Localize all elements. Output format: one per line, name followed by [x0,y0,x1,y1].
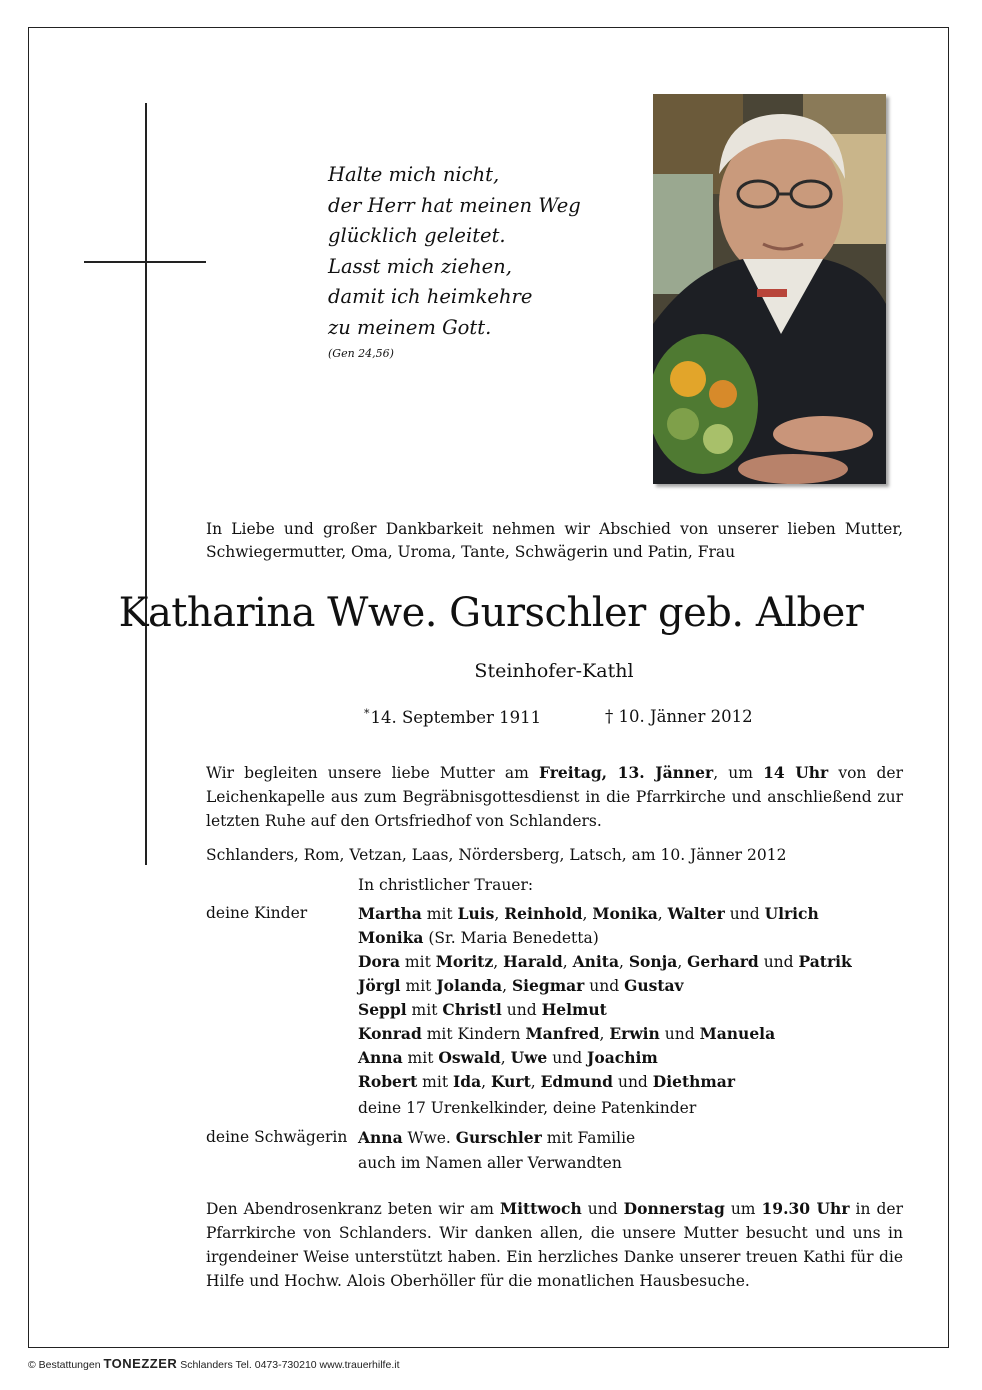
person-name: Anita [572,952,619,971]
person-name: Dora [358,952,400,971]
connector-text: und [613,1073,653,1091]
person-name: Anna [358,1128,403,1147]
verse-line: der Herr hat meinen Weg [328,193,581,217]
person-name: Diethmar [652,1072,736,1091]
connector-text: , [582,905,593,923]
person-name: Helmut [541,1000,607,1019]
child-family-line [358,1048,658,1067]
sister-label: deine Schwägerin [206,1128,348,1146]
footer-credit [28,1356,399,1371]
birth-date [364,707,541,727]
birth-date-text: 14. September 1911 [370,708,542,727]
connector-text: , [494,905,505,923]
person-name: Konrad [358,1024,422,1043]
verse-line: zu meinem Gott. [328,315,492,339]
person-name: Gurschler [455,1128,542,1147]
verse-line: Lasst mich ziehen, [328,254,512,278]
funeral-info [206,761,903,833]
rosary-text: Den Abendrosenkranz beten wir am [206,1200,500,1218]
connector-text: , [562,953,573,971]
person-name: Moritz [435,952,494,971]
person-name: Patrik [798,952,852,971]
children-label: deine Kinder [206,904,308,922]
connector-text: , [657,905,668,923]
connector-text: und [724,905,765,923]
rosary-day: Mittwoch [499,1199,582,1218]
person-name: Manuela [699,1024,776,1043]
connector-text: mit [400,977,437,995]
person-name: Erwin [609,1024,660,1043]
connector-text: , [677,953,688,971]
person-name: Manfred [525,1024,600,1043]
rosary-text: um [724,1200,762,1218]
connector-text: Wwe. [402,1129,456,1147]
connector-text: und [659,1025,700,1043]
funeral-text: von der Leichenkapelle aus zum Begräbnisgottesdienst in die Pfarrkirche und anschließend zur letzten Ruhe auf den Ortsfriedhof von Schlanders. [206,764,904,830]
verse-source: (Gen 24,56) [328,347,394,360]
mourning-heading: In christlicher Trauer: [358,876,534,894]
grandchildren-line: deine 17 Urenkelkinder, deine Patenkinder [358,1099,697,1117]
verse-line: glücklich geleitet. [328,224,506,247]
child-family-line [358,976,684,995]
portrait-illustration [653,94,886,484]
connector-text: , [599,1025,610,1043]
connector-text: mit [406,1001,443,1019]
rosary-text: und [581,1200,624,1218]
person-name: Ulrich [764,904,819,923]
person-name: Gerhard [687,952,759,971]
connector-text: und [758,953,799,971]
child-family-line [358,1000,607,1019]
deceased-nickname: Steinhofer-Kathl [474,660,634,682]
child-family-line [358,952,852,971]
person-name: Monika [358,928,424,947]
child-family-line [358,1024,775,1043]
footer-text: © Bestattungen [28,1359,104,1371]
person-name: Seppl [358,1000,407,1019]
places-date: Schlanders, Rom, Vetzan, Laas, Nördersberg, Latsch, am 10. Jänner 2012 [206,846,787,864]
birth-mark: * [364,707,370,720]
connector-text: , [500,1049,511,1067]
relatives-line: auch im Namen aller Verwandten [358,1154,622,1172]
cross-vertical-bar [145,103,147,865]
person-name: Walter [667,904,725,923]
connector-text: mit [421,905,458,923]
person-name: Luis [457,904,495,923]
funeral-text: Wir begleiten unsere liebe Mutter am [206,764,539,782]
connector-text: und [547,1049,588,1067]
connector-text: mit [400,953,436,971]
connector-text: , [502,977,512,995]
rosary-info [206,1197,903,1293]
connector-text: mit [402,1049,439,1067]
verse-line: Halte mich nicht, [328,163,500,186]
cross-horizontal-bar [84,261,206,263]
funeral-text: , um [713,764,764,782]
person-name: Robert [358,1072,418,1091]
person-name: Jörgl [358,976,401,995]
person-name: Anna [358,1048,403,1067]
connector-text: mit [417,1073,453,1091]
portrait-photo [653,94,886,484]
connector-text: , [481,1073,491,1091]
person-name: Jolanda [436,976,503,995]
connector-text: , [530,1073,541,1091]
person-name: Harald [503,952,563,971]
person-name: Uwe [510,1048,548,1067]
person-name: Siegmar [511,976,585,995]
child-family-line [358,928,599,947]
verse-line: damit ich heimkehre [328,285,533,308]
funeral-day: Freitag, 13. Jänner [538,763,714,782]
person-name: Reinhold [504,904,583,923]
intro-text: In Liebe und großer Dankbarkeit nehmen wir Abschied von unserer lieben Mutter, Schwiegermutter, Oma, Uroma, Tante, Schwägerin und Patin, Frau [206,520,903,561]
connector-text: und [584,977,625,995]
connector-text: mit Familie [541,1129,636,1147]
footer-text: Schlanders Tel. 0473-730210 www.trauerhilfe.it [177,1359,400,1371]
person-name: Joachim [587,1048,658,1067]
death-date: † 10. Jänner 2012 [605,707,753,726]
person-name: Christl [442,1000,502,1019]
sister-line [358,1128,635,1147]
child-family-line [358,904,819,923]
person-name: Martha [358,904,422,923]
rosary-text: in der Pfarrkirche von Schlanders. Wir danken allen, die unsere Mutter besucht und uns in irgendeiner Weise unterstützt haben. Ein herzliches Danke unserer treuen Kathi für die Hilfe und Hochw. Alois Oberhöller für die monatlichen Hausbesuche. [206,1200,903,1290]
bible-verse [328,160,581,343]
funeral-time: 14 Uhr [763,763,829,782]
person-name: Ida [453,1072,482,1091]
person-name: Sonja [628,952,678,971]
connector-text: und [501,1001,542,1019]
connector-text: , [619,953,629,971]
person-name: Gustav [624,976,684,995]
connector-text: mit Kindern [421,1025,526,1043]
footer-brand: TONEZZER [103,1356,178,1371]
connector-text: , [493,953,504,971]
person-name: Kurt [491,1072,531,1091]
deceased-name: Katharina Wwe. Gurschler geb. Alber [118,590,864,636]
rosary-day: Donnerstag [623,1199,725,1218]
connector-text: (Sr. Maria Benedetta) [423,929,599,947]
child-family-line [358,1072,735,1091]
person-name: Edmund [540,1072,614,1091]
person-name: Monika [592,904,658,923]
rosary-time: 19.30 Uhr [761,1199,850,1218]
person-name: Oswald [438,1048,501,1067]
